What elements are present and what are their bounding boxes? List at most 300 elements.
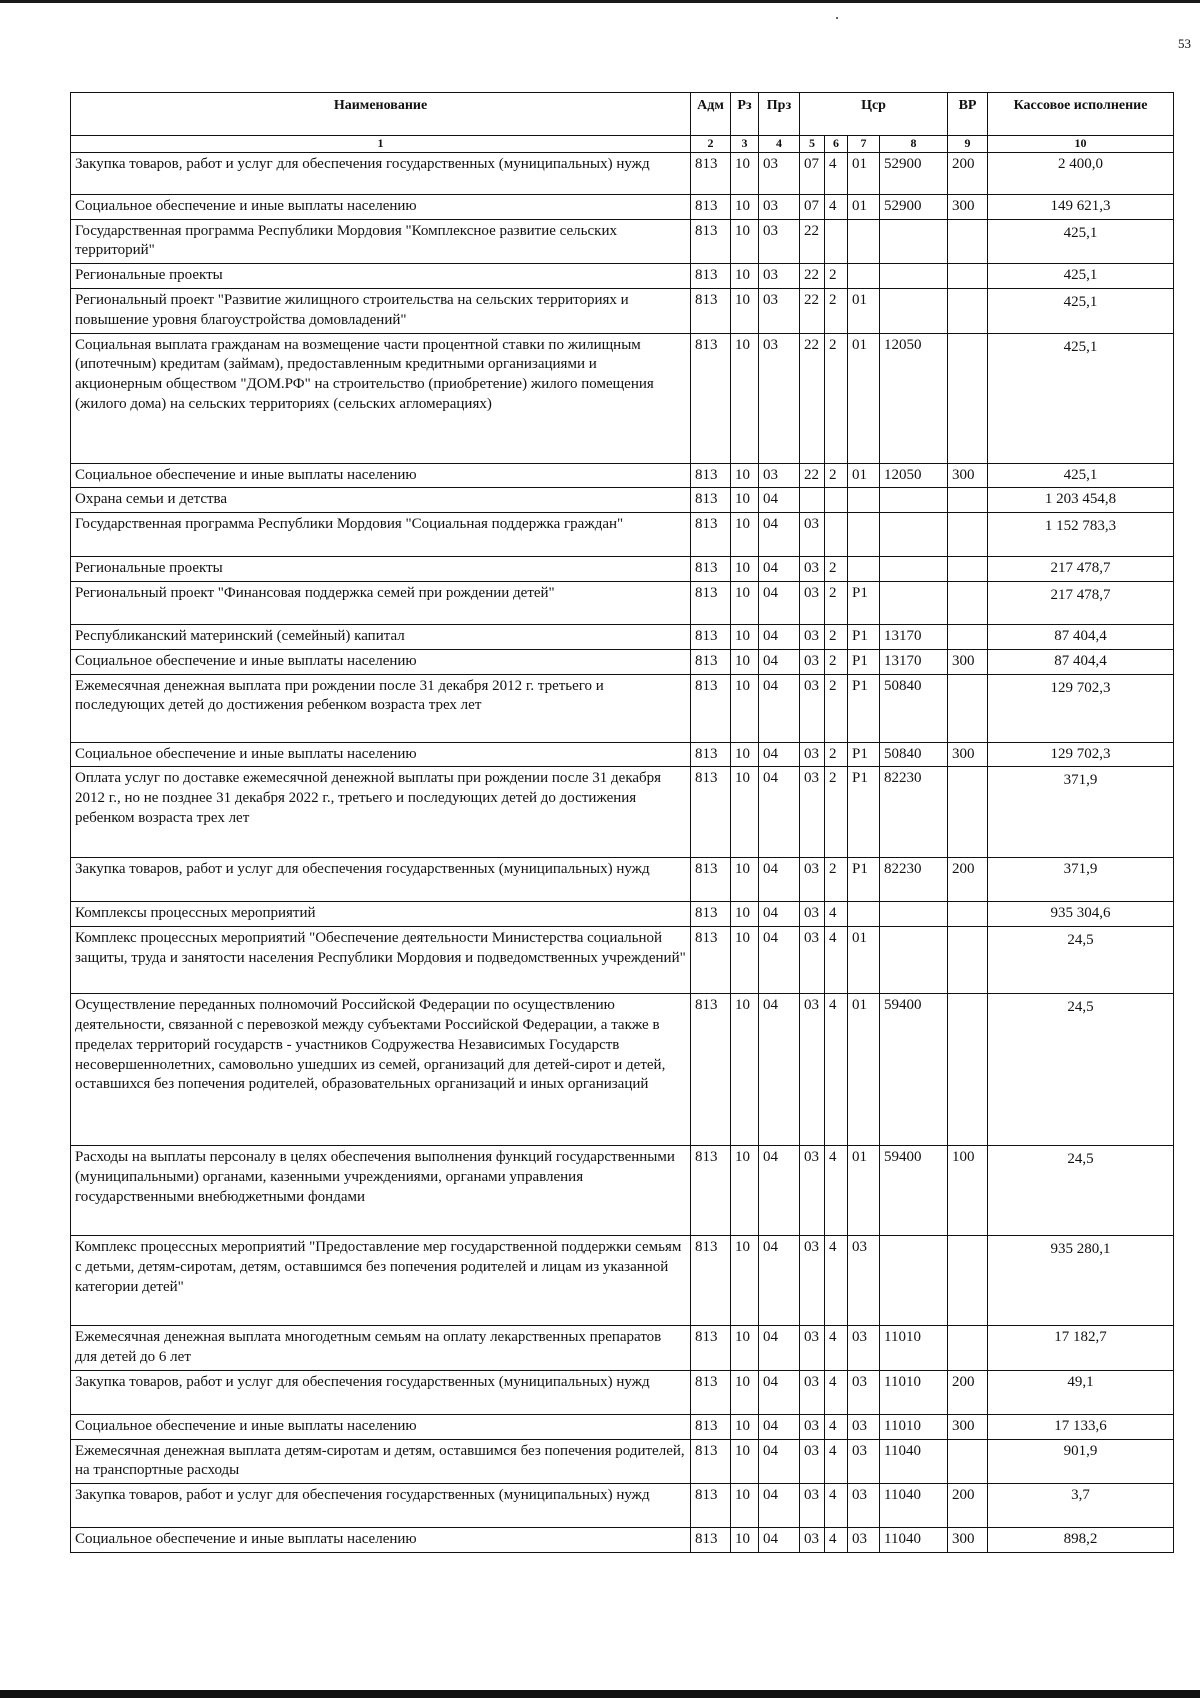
row-amount: 87 404,4 bbox=[988, 625, 1174, 650]
row-name: Комплекс процессных мероприятий "Предоставление мер государственной поддержки семьям с детьми, детям-сиротам, детям, оставшимся без попечения родителей и лицам из указанной категории детей" bbox=[71, 1236, 691, 1326]
row-vr bbox=[948, 994, 988, 1146]
row-csr-type: 4 bbox=[825, 1146, 848, 1236]
row-csr-type: 4 bbox=[825, 1484, 848, 1528]
row-csr-type: 2 bbox=[825, 264, 848, 289]
row-adm: 813 bbox=[691, 625, 731, 650]
row-rz: 10 bbox=[731, 582, 759, 625]
row-csr-event bbox=[848, 488, 880, 513]
row-prz: 04 bbox=[759, 927, 800, 994]
row-prz: 04 bbox=[759, 1326, 800, 1371]
row-amount: 49,1 bbox=[988, 1370, 1174, 1414]
row-csr-event bbox=[848, 264, 880, 289]
row-name: Государственная программа Республики Мордовия "Комплексное развитие сельских территорий" bbox=[71, 219, 691, 264]
row-csr-event: P1 bbox=[848, 649, 880, 674]
row-csr-type: 2 bbox=[825, 463, 848, 488]
row-csr-program: 03 bbox=[800, 1414, 825, 1439]
row-amount: 217 478,7 bbox=[988, 557, 1174, 582]
row-csr-direction: 59400 bbox=[880, 994, 948, 1146]
row-csr-program: 22 bbox=[800, 289, 825, 334]
row-rz: 10 bbox=[731, 557, 759, 582]
row-csr-program: 03 bbox=[800, 1146, 825, 1236]
row-csr-event: 03 bbox=[848, 1236, 880, 1326]
row-csr-type: 2 bbox=[825, 625, 848, 650]
row-csr-program: 22 bbox=[800, 219, 825, 264]
table-row bbox=[71, 927, 1174, 994]
row-csr-direction bbox=[880, 488, 948, 513]
row-vr bbox=[948, 1236, 988, 1326]
row-rz: 10 bbox=[731, 927, 759, 994]
row-csr-type: 4 bbox=[825, 902, 848, 927]
row-amount: 3,7 bbox=[988, 1484, 1174, 1528]
budget-execution-table bbox=[70, 92, 1174, 1553]
row-name: Социальное обеспечение и иные выплаты населению bbox=[71, 194, 691, 219]
row-prz: 04 bbox=[759, 902, 800, 927]
row-adm: 813 bbox=[691, 858, 731, 902]
row-adm: 813 bbox=[691, 1370, 731, 1414]
table-row bbox=[71, 488, 1174, 513]
table-row bbox=[71, 557, 1174, 582]
row-rz: 10 bbox=[731, 463, 759, 488]
column-number: 4 bbox=[759, 136, 800, 153]
row-name: Закупка товаров, работ и услуг для обеспечения государственных (муниципальных) нужд bbox=[71, 152, 691, 194]
row-amount: 935 280,1 bbox=[988, 1236, 1174, 1326]
table-row bbox=[71, 742, 1174, 767]
row-vr bbox=[948, 488, 988, 513]
row-amount: 1 203 454,8 bbox=[988, 488, 1174, 513]
row-csr-type: 4 bbox=[825, 1528, 848, 1553]
row-csr-event: 01 bbox=[848, 463, 880, 488]
row-adm: 813 bbox=[691, 1439, 731, 1484]
row-amount: 129 702,3 bbox=[988, 742, 1174, 767]
row-amount: 935 304,6 bbox=[988, 902, 1174, 927]
table-row bbox=[71, 463, 1174, 488]
row-amount: 425,1 bbox=[988, 463, 1174, 488]
row-adm: 813 bbox=[691, 1528, 731, 1553]
row-csr-event bbox=[848, 513, 880, 557]
row-vr bbox=[948, 902, 988, 927]
row-csr-event bbox=[848, 902, 880, 927]
row-name: Социальное обеспечение и иные выплаты населению bbox=[71, 1414, 691, 1439]
row-name: Социальное обеспечение и иные выплаты населению bbox=[71, 742, 691, 767]
row-adm: 813 bbox=[691, 463, 731, 488]
row-csr-event: 03 bbox=[848, 1370, 880, 1414]
row-prz: 04 bbox=[759, 513, 800, 557]
row-rz: 10 bbox=[731, 1528, 759, 1553]
row-vr bbox=[948, 625, 988, 650]
row-csr-program: 03 bbox=[800, 902, 825, 927]
row-rz: 10 bbox=[731, 994, 759, 1146]
scan-speck bbox=[836, 17, 838, 19]
row-adm: 813 bbox=[691, 488, 731, 513]
row-csr-direction bbox=[880, 289, 948, 334]
row-vr bbox=[948, 582, 988, 625]
row-prz: 04 bbox=[759, 1484, 800, 1528]
row-name: Комплексы процессных мероприятий bbox=[71, 902, 691, 927]
row-csr-event: P1 bbox=[848, 674, 880, 742]
page-number: 53 bbox=[1178, 36, 1191, 51]
row-name: Расходы на выплаты персоналу в целях обеспечения выполнения функций государственными (муниципальными) органами, казенными учреждениями, органами управления государственными внебюджетными фондами bbox=[71, 1146, 691, 1236]
row-csr-direction bbox=[880, 513, 948, 557]
column-number: 6 bbox=[825, 136, 848, 153]
row-csr-direction: 52900 bbox=[880, 194, 948, 219]
row-vr bbox=[948, 927, 988, 994]
row-rz: 10 bbox=[731, 289, 759, 334]
row-amount: 425,1 bbox=[988, 264, 1174, 289]
row-adm: 813 bbox=[691, 1326, 731, 1371]
row-csr-event: 03 bbox=[848, 1326, 880, 1371]
row-csr-direction bbox=[880, 219, 948, 264]
row-prz: 04 bbox=[759, 994, 800, 1146]
row-csr-direction bbox=[880, 927, 948, 994]
row-amount: 17 182,7 bbox=[988, 1326, 1174, 1371]
row-csr-program: 03 bbox=[800, 1370, 825, 1414]
row-vr bbox=[948, 1439, 988, 1484]
row-csr-type: 4 bbox=[825, 1370, 848, 1414]
row-csr-direction: 11040 bbox=[880, 1528, 948, 1553]
row-csr-event: 01 bbox=[848, 289, 880, 334]
row-adm: 813 bbox=[691, 264, 731, 289]
row-csr-program: 03 bbox=[800, 513, 825, 557]
row-rz: 10 bbox=[731, 1484, 759, 1528]
row-prz: 03 bbox=[759, 152, 800, 194]
row-vr bbox=[948, 767, 988, 858]
row-prz: 03 bbox=[759, 333, 800, 463]
row-csr-event: 01 bbox=[848, 1146, 880, 1236]
row-vr: 200 bbox=[948, 152, 988, 194]
row-csr-type: 4 bbox=[825, 927, 848, 994]
header-rz: Рз bbox=[731, 93, 759, 136]
row-prz: 04 bbox=[759, 1146, 800, 1236]
row-vr: 200 bbox=[948, 1484, 988, 1528]
row-vr bbox=[948, 513, 988, 557]
table-row bbox=[71, 1146, 1174, 1236]
row-csr-program: 03 bbox=[800, 625, 825, 650]
table-row bbox=[71, 902, 1174, 927]
column-number: 10 bbox=[988, 136, 1174, 153]
row-csr-direction bbox=[880, 582, 948, 625]
row-csr-direction: 11040 bbox=[880, 1484, 948, 1528]
row-csr-type bbox=[825, 513, 848, 557]
row-csr-program: 07 bbox=[800, 152, 825, 194]
row-name: Региональные проекты bbox=[71, 557, 691, 582]
row-csr-type: 4 bbox=[825, 1236, 848, 1326]
row-csr-program: 03 bbox=[800, 1484, 825, 1528]
row-vr: 300 bbox=[948, 463, 988, 488]
row-prz: 04 bbox=[759, 1528, 800, 1553]
table-row bbox=[71, 674, 1174, 742]
row-name: Оплата услуг по доставке ежемесячной денежной выплаты при рождении после 31 декабря 2012 г., но не позднее 31 декабря 2022 г., третьего и последующих детей до достижения ребенком возраста трех лет bbox=[71, 767, 691, 858]
table-row bbox=[71, 1439, 1174, 1484]
row-csr-program: 03 bbox=[800, 557, 825, 582]
row-amount: 425,1 bbox=[988, 289, 1174, 334]
row-adm: 813 bbox=[691, 649, 731, 674]
table-row bbox=[71, 513, 1174, 557]
row-csr-type: 4 bbox=[825, 152, 848, 194]
row-name: Закупка товаров, работ и услуг для обеспечения государственных (муниципальных) нужд bbox=[71, 858, 691, 902]
row-csr-direction bbox=[880, 557, 948, 582]
row-csr-type: 2 bbox=[825, 289, 848, 334]
row-adm: 813 bbox=[691, 1146, 731, 1236]
row-adm: 813 bbox=[691, 1484, 731, 1528]
row-csr-type: 2 bbox=[825, 649, 848, 674]
row-csr-direction: 11040 bbox=[880, 1439, 948, 1484]
row-amount: 898,2 bbox=[988, 1528, 1174, 1553]
row-rz: 10 bbox=[731, 194, 759, 219]
row-csr-type: 4 bbox=[825, 1439, 848, 1484]
row-vr bbox=[948, 1326, 988, 1371]
table-row bbox=[71, 994, 1174, 1146]
row-rz: 10 bbox=[731, 1236, 759, 1326]
row-name: Региональный проект "Развитие жилищного строительства на сельских территориях и повышение уровня благоустройства домовладений" bbox=[71, 289, 691, 334]
row-vr bbox=[948, 219, 988, 264]
table-row bbox=[71, 1236, 1174, 1326]
row-rz: 10 bbox=[731, 1326, 759, 1371]
table-row bbox=[71, 1326, 1174, 1371]
row-name: Охрана семьи и детства bbox=[71, 488, 691, 513]
row-csr-event: 01 bbox=[848, 994, 880, 1146]
row-csr-direction: 50840 bbox=[880, 742, 948, 767]
row-vr: 100 bbox=[948, 1146, 988, 1236]
row-csr-event: 03 bbox=[848, 1439, 880, 1484]
row-name: Социальное обеспечение и иные выплаты населению bbox=[71, 649, 691, 674]
row-name: Закупка товаров, работ и услуг для обеспечения государственных (муниципальных) нужд bbox=[71, 1484, 691, 1528]
row-csr-type bbox=[825, 488, 848, 513]
row-csr-program: 03 bbox=[800, 1439, 825, 1484]
table-row bbox=[71, 194, 1174, 219]
row-amount: 1 152 783,3 bbox=[988, 513, 1174, 557]
row-adm: 813 bbox=[691, 674, 731, 742]
row-csr-program: 03 bbox=[800, 649, 825, 674]
row-prz: 04 bbox=[759, 649, 800, 674]
row-name: Региональный проект "Финансовая поддержка семей при рождении детей" bbox=[71, 582, 691, 625]
row-amount: 2 400,0 bbox=[988, 152, 1174, 194]
row-prz: 03 bbox=[759, 264, 800, 289]
row-name: Региональные проекты bbox=[71, 264, 691, 289]
row-vr bbox=[948, 557, 988, 582]
row-vr bbox=[948, 289, 988, 334]
row-vr bbox=[948, 264, 988, 289]
table-row bbox=[71, 582, 1174, 625]
row-adm: 813 bbox=[691, 1236, 731, 1326]
row-csr-program: 03 bbox=[800, 674, 825, 742]
row-csr-event: P1 bbox=[848, 582, 880, 625]
row-vr: 200 bbox=[948, 858, 988, 902]
row-amount: 24,5 bbox=[988, 927, 1174, 994]
row-name: Осуществление переданных полномочий Российской Федерации по осуществлению деятельности, связанной с перевозкой между субъектами Российской Федерации, а также в пределах территорий государств - участников Содружества Независимых Государств несовершеннолетних, самовольно ушедших из семей, организаций для детей-сирот и детей, оставшихся без попечения родителей, образовательных организаций и иных организаций bbox=[71, 994, 691, 1146]
row-adm: 813 bbox=[691, 289, 731, 334]
row-adm: 813 bbox=[691, 513, 731, 557]
row-csr-direction: 52900 bbox=[880, 152, 948, 194]
row-name: Ежемесячная денежная выплата при рождении после 31 декабря 2012 г. третьего и последующих детей до достижения ребенком возраста трех лет bbox=[71, 674, 691, 742]
header-adm: Адм bbox=[691, 93, 731, 136]
row-csr-type: 4 bbox=[825, 194, 848, 219]
row-csr-direction: 11010 bbox=[880, 1414, 948, 1439]
row-csr-direction: 13170 bbox=[880, 625, 948, 650]
row-csr-direction: 11010 bbox=[880, 1370, 948, 1414]
row-name: Государственная программа Республики Мордовия "Социальная поддержка граждан" bbox=[71, 513, 691, 557]
row-csr-event: P1 bbox=[848, 858, 880, 902]
row-rz: 10 bbox=[731, 674, 759, 742]
row-csr-program: 07 bbox=[800, 194, 825, 219]
row-adm: 813 bbox=[691, 994, 731, 1146]
row-rz: 10 bbox=[731, 625, 759, 650]
table-row bbox=[71, 1414, 1174, 1439]
row-vr bbox=[948, 674, 988, 742]
row-csr-type: 2 bbox=[825, 557, 848, 582]
row-name: Комплекс процессных мероприятий "Обеспечение деятельности Министерства социальной защиты, труда и занятости населения Республики Мордовия и подведомственных учреждений" bbox=[71, 927, 691, 994]
row-prz: 04 bbox=[759, 1236, 800, 1326]
row-amount: 87 404,4 bbox=[988, 649, 1174, 674]
row-csr-direction: 12050 bbox=[880, 333, 948, 463]
row-rz: 10 bbox=[731, 649, 759, 674]
row-prz: 04 bbox=[759, 1439, 800, 1484]
row-csr-type: 4 bbox=[825, 1414, 848, 1439]
row-vr bbox=[948, 333, 988, 463]
table-row bbox=[71, 264, 1174, 289]
row-rz: 10 bbox=[731, 264, 759, 289]
row-csr-event: 03 bbox=[848, 1528, 880, 1553]
row-csr-direction: 82230 bbox=[880, 858, 948, 902]
row-csr-program: 03 bbox=[800, 1236, 825, 1326]
row-vr: 200 bbox=[948, 1370, 988, 1414]
row-csr-type: 2 bbox=[825, 582, 848, 625]
row-amount: 24,5 bbox=[988, 994, 1174, 1146]
row-csr-program: 03 bbox=[800, 767, 825, 858]
row-csr-type: 2 bbox=[825, 674, 848, 742]
row-prz: 04 bbox=[759, 767, 800, 858]
row-prz: 04 bbox=[759, 488, 800, 513]
table-row bbox=[71, 1528, 1174, 1553]
row-vr: 300 bbox=[948, 742, 988, 767]
row-rz: 10 bbox=[731, 488, 759, 513]
column-number: 3 bbox=[731, 136, 759, 153]
row-rz: 10 bbox=[731, 902, 759, 927]
header-amount: Кассовое исполнение bbox=[988, 93, 1174, 136]
row-csr-type: 2 bbox=[825, 767, 848, 858]
row-csr-program: 03 bbox=[800, 994, 825, 1146]
row-amount: 217 478,7 bbox=[988, 582, 1174, 625]
row-csr-program bbox=[800, 488, 825, 513]
row-name: Социальное обеспечение и иные выплаты населению bbox=[71, 1528, 691, 1553]
row-rz: 10 bbox=[731, 1146, 759, 1236]
row-csr-program: 03 bbox=[800, 742, 825, 767]
row-csr-program: 03 bbox=[800, 1326, 825, 1371]
row-csr-program: 03 bbox=[800, 1528, 825, 1553]
table-row bbox=[71, 1484, 1174, 1528]
row-rz: 10 bbox=[731, 1370, 759, 1414]
column-number-row bbox=[71, 136, 1174, 153]
column-number: 9 bbox=[948, 136, 988, 153]
row-csr-program: 22 bbox=[800, 264, 825, 289]
row-name: Ежемесячная денежная выплата детям-сиротам и детям, оставшимся без попечения родителей, на транспортные расходы bbox=[71, 1439, 691, 1484]
row-rz: 10 bbox=[731, 1439, 759, 1484]
row-amount: 371,9 bbox=[988, 858, 1174, 902]
row-csr-direction bbox=[880, 1236, 948, 1326]
row-prz: 03 bbox=[759, 219, 800, 264]
row-csr-event bbox=[848, 219, 880, 264]
row-csr-program: 03 bbox=[800, 582, 825, 625]
row-amount: 129 702,3 bbox=[988, 674, 1174, 742]
row-adm: 813 bbox=[691, 902, 731, 927]
row-rz: 10 bbox=[731, 767, 759, 858]
table-row bbox=[71, 152, 1174, 194]
row-vr: 300 bbox=[948, 649, 988, 674]
table-row bbox=[71, 219, 1174, 264]
scan-top-edge bbox=[0, 0, 1200, 3]
row-prz: 04 bbox=[759, 858, 800, 902]
row-csr-type: 4 bbox=[825, 994, 848, 1146]
row-prz: 04 bbox=[759, 742, 800, 767]
column-number: 2 bbox=[691, 136, 731, 153]
row-rz: 10 bbox=[731, 858, 759, 902]
row-amount: 24,5 bbox=[988, 1146, 1174, 1236]
row-rz: 10 bbox=[731, 742, 759, 767]
row-rz: 10 bbox=[731, 333, 759, 463]
row-csr-type: 2 bbox=[825, 333, 848, 463]
row-vr: 300 bbox=[948, 194, 988, 219]
row-adm: 813 bbox=[691, 927, 731, 994]
row-prz: 04 bbox=[759, 557, 800, 582]
table-row bbox=[71, 858, 1174, 902]
row-csr-type bbox=[825, 219, 848, 264]
row-prz: 04 bbox=[759, 674, 800, 742]
row-amount: 371,9 bbox=[988, 767, 1174, 858]
row-csr-direction: 82230 bbox=[880, 767, 948, 858]
row-csr-program: 03 bbox=[800, 858, 825, 902]
row-csr-event bbox=[848, 557, 880, 582]
row-csr-type: 2 bbox=[825, 858, 848, 902]
table-row bbox=[71, 1370, 1174, 1414]
row-csr-program: 22 bbox=[800, 333, 825, 463]
table-row bbox=[71, 649, 1174, 674]
row-csr-direction: 59400 bbox=[880, 1146, 948, 1236]
row-rz: 10 bbox=[731, 513, 759, 557]
row-rz: 10 bbox=[731, 1414, 759, 1439]
row-rz: 10 bbox=[731, 219, 759, 264]
row-csr-program: 22 bbox=[800, 463, 825, 488]
row-csr-direction bbox=[880, 264, 948, 289]
table-header-row bbox=[71, 93, 1174, 136]
row-adm: 813 bbox=[691, 582, 731, 625]
row-adm: 813 bbox=[691, 219, 731, 264]
row-csr-direction: 11010 bbox=[880, 1326, 948, 1371]
row-name: Закупка товаров, работ и услуг для обеспечения государственных (муниципальных) нужд bbox=[71, 1370, 691, 1414]
row-csr-type: 2 bbox=[825, 742, 848, 767]
row-prz: 04 bbox=[759, 582, 800, 625]
row-adm: 813 bbox=[691, 333, 731, 463]
row-csr-event: P1 bbox=[848, 742, 880, 767]
row-csr-event: 01 bbox=[848, 152, 880, 194]
row-amount: 901,9 bbox=[988, 1439, 1174, 1484]
table-body bbox=[71, 152, 1174, 1552]
row-amount: 425,1 bbox=[988, 333, 1174, 463]
row-csr-direction: 50840 bbox=[880, 674, 948, 742]
row-amount: 149 621,3 bbox=[988, 194, 1174, 219]
row-adm: 813 bbox=[691, 1414, 731, 1439]
scan-bottom-edge bbox=[0, 1690, 1200, 1698]
row-rz: 10 bbox=[731, 152, 759, 194]
row-name: Ежемесячная денежная выплата многодетным семьям на оплату лекарственных препаратов для детей до 6 лет bbox=[71, 1326, 691, 1371]
row-name: Республиканский материнский (семейный) капитал bbox=[71, 625, 691, 650]
row-csr-event: P1 bbox=[848, 625, 880, 650]
row-csr-direction bbox=[880, 902, 948, 927]
table-row bbox=[71, 625, 1174, 650]
row-csr-event: 03 bbox=[848, 1414, 880, 1439]
header-vr: ВР bbox=[948, 93, 988, 136]
header-prz: Прз bbox=[759, 93, 800, 136]
row-csr-event: 01 bbox=[848, 333, 880, 463]
row-prz: 03 bbox=[759, 194, 800, 219]
